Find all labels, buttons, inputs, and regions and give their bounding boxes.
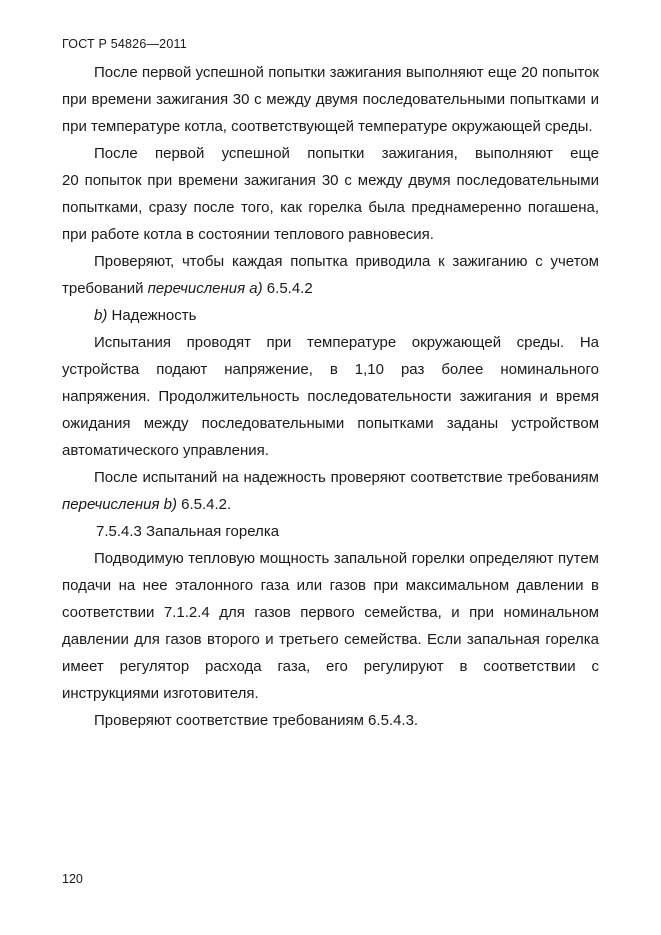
standard-header: ГОСТ Р 54826—2011 bbox=[62, 37, 187, 51]
body-text bbox=[62, 59, 599, 734]
subsection-heading-reliability: b) Надежность bbox=[94, 307, 197, 324]
section-heading-pilot-burner: 7.5.4.3 Запальная горелка bbox=[96, 523, 280, 540]
paragraph-2: После первой успешной попытки зажигания, выполняют еще 20 попыток при времени зажигания 30 с между двумя последовательными попытками, сразу после того, как горелка была преднамеренно погашена, при работе котла в состоянии теплового равновесия. bbox=[62, 145, 599, 243]
paragraph-4: Испытания проводят при температуре окружающей среды. На устройства подают напряжение, в 1,10 раз более номинального напряжения. Продолжительность последовательности зажигания и время ожидания между последовательными попытками заданы устройством автоматического управления. bbox=[62, 334, 599, 459]
paragraph-7: Проверяют соответствие требованиям 6.5.4.3. bbox=[94, 712, 419, 729]
page-number: 120 bbox=[62, 872, 83, 886]
paragraph-1: После первой успешной попытки зажигания выполняют еще 20 попыток при времени зажигания 30 с между двумя последовательными попытками и при температуре котла, соответствующей температуре окружающей среды. bbox=[62, 64, 599, 135]
paragraph-3: Проверяют, чтобы каждая попытка приводила к зажиганию с учетом требований перечисления а) 6.5.4.2 bbox=[62, 253, 599, 297]
paragraph-6: Подводимую тепловую мощность запальной горелки определяют путем подачи на нее эталонного газа или газов при максимальном давлении в соответствии 7.1.2.4 для газов первого семейства, и при номинальном давлении для газов второго и третьего семейства. Если запальная горелка имеет регулятор расхода газа, его регулируют в соответствии с инструкциями изготовителя. bbox=[62, 550, 599, 702]
paragraph-5: После испытаний на надежность проверяют соответствие требованиям перечисления b) 6.5.4.2. bbox=[62, 469, 599, 513]
